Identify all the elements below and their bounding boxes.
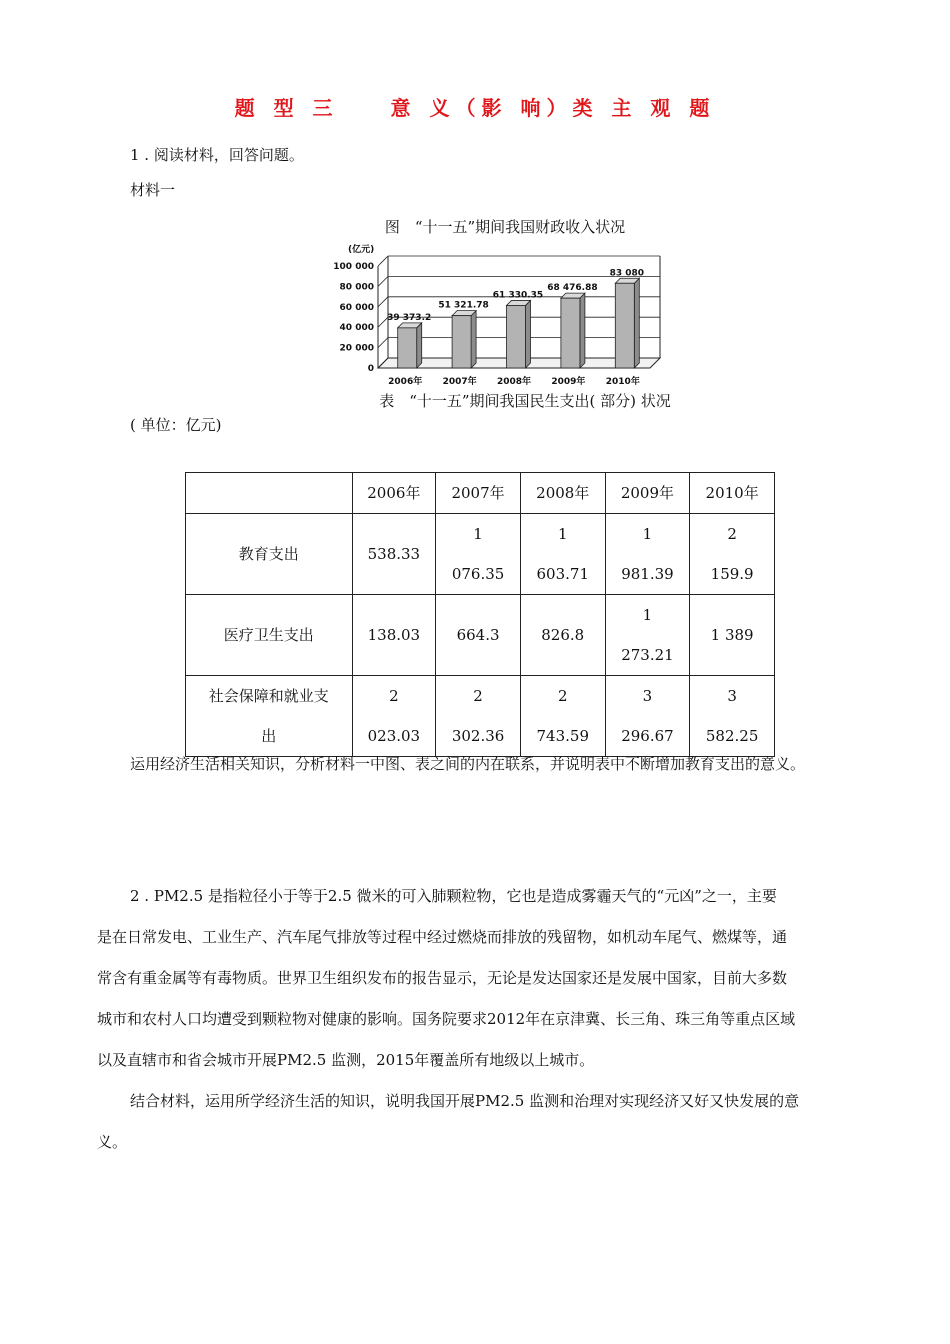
x-tick-label: 2008年 <box>496 377 532 387</box>
row-label: 社会保障和就业支 出 <box>186 676 353 757</box>
y-axis-unit-label: (亿元) <box>348 245 375 255</box>
table-cell: 1 273.21 <box>605 595 690 676</box>
page-title: 题 型 三 意 义（影 响）类 主 观 题 <box>234 96 716 120</box>
table-cell: 2 023.03 <box>352 676 436 757</box>
bar-value-label: 68 476.88 <box>547 283 598 294</box>
table-cell: 2 743.59 <box>520 676 605 757</box>
paragraph-line: 结合材料，运用所学经济生活的知识，说明我国开展PM2.5 监测和治理对实现经济又好又快发展的意 <box>130 1092 800 1110</box>
material-label: 材料一 <box>130 181 176 199</box>
y-tick-label: 60 000 <box>339 302 374 313</box>
table-cell: 826.8 <box>520 595 605 676</box>
table-cell: 538.33 <box>352 514 436 595</box>
question-2-material <box>97 876 877 1163</box>
y-tick-label: 100 000 <box>333 262 374 272</box>
header-cell <box>186 473 353 514</box>
row-label: 教育支出 <box>186 514 353 595</box>
x-tick-label: 2007年 <box>442 377 477 387</box>
table-cell: 1 981.39 <box>605 514 690 595</box>
table-caption: 表 “十一五”期间我国民生支出( 部分) 状况 <box>379 392 671 410</box>
bar-side <box>526 300 531 368</box>
table-cell: 3 582.25 <box>690 676 775 757</box>
table-cell: 1 603.71 <box>520 514 605 595</box>
x-tick-label: 2006年 <box>388 377 423 387</box>
gridline <box>378 297 388 307</box>
header-cell: 2006年 <box>352 473 436 514</box>
bar-value-label: 83 080 <box>609 268 645 279</box>
header-cell: 2010年 <box>690 473 775 514</box>
header-cell: 2007年 <box>436 473 521 514</box>
row-label: 医疗卫生支出 <box>186 595 353 676</box>
gridline <box>378 338 388 348</box>
table-cell: 664.3 <box>436 595 521 676</box>
table-cell: 1 076.35 <box>436 514 521 595</box>
bar <box>615 283 634 368</box>
bar <box>452 316 471 368</box>
x-tick-label: 2009年 <box>551 377 586 387</box>
bar-side <box>634 278 639 368</box>
question-1-stem: 1 . 阅读材料，回答问题。 <box>130 146 304 164</box>
bar-value-label: 61 330.35 <box>492 290 544 301</box>
table-cell: 1 389 <box>690 595 775 676</box>
paragraph-line: 城市和农村人口均遭受到颗粒物对健康的影响。国务院要求2012年在京津冀、长三角、珠三角等重点区域 <box>97 1010 796 1028</box>
figure-caption: 图 “十一五”期间我国财政收入状况 <box>384 218 626 236</box>
y-tick-label: 80 000 <box>339 282 374 293</box>
paragraph-line: 常含有重金属等有毒物质。世界卫生组织发布的报告显示，无论是发达国家还是发展中国家，目前大多数 <box>97 969 788 987</box>
bar <box>398 328 417 368</box>
bar-side <box>471 311 476 368</box>
bar <box>561 298 580 368</box>
table-row-education <box>186 514 775 595</box>
y-tick-label: 40 000 <box>339 323 374 334</box>
bar-value-label: 51 321.78 <box>438 300 489 311</box>
paragraph-line: 是在日常发电、工业生产、汽车尾气排放等过程中经过燃烧而排放的残留物，如机动车尾气、燃煤等，通 <box>97 928 788 946</box>
table-cell: 138.03 <box>352 595 436 676</box>
paragraph-line: 义。 <box>97 1133 128 1151</box>
gridline <box>378 256 388 266</box>
bar <box>507 305 526 368</box>
gridline <box>378 276 388 286</box>
bar-side <box>417 323 422 368</box>
x-tick-label: 2010年 <box>605 377 640 387</box>
revenue-bar-chart <box>320 238 680 393</box>
y-tick-label: 0 <box>367 364 374 374</box>
paragraph-line: 以及直辖市和省会城市开展PM2.5 监测，2015年覆盖所有地级以上城市。 <box>97 1051 595 1069</box>
header-cell: 2009年 <box>605 473 690 514</box>
header-cell: 2008年 <box>520 473 605 514</box>
bar-side <box>580 293 585 368</box>
table-header-row <box>186 473 775 514</box>
paragraph-line: 2 . PM2.5 是指粒径小于等于2.5 微米的可入肺颗粒物，它也是造成雾霾天气的“元凶”之一，主要 <box>130 887 777 905</box>
unit-label: ( 单位：亿元) <box>130 416 222 434</box>
bar-value-label: 39 373.2 <box>387 312 432 323</box>
expenditure-table <box>185 472 775 757</box>
y-tick-label: 20 000 <box>339 343 374 354</box>
question-1-prompt: 运用经济生活相关知识，分析材料一中图、表之间的内在联系，并说明表中不断增加教育支出的意义。 <box>130 755 806 773</box>
table-cell: 2 302.36 <box>436 676 521 757</box>
table-row-social-security <box>186 676 775 757</box>
table-cell: 3 296.67 <box>605 676 690 757</box>
table-row-healthcare <box>186 595 775 676</box>
table-cell: 2 159.9 <box>690 514 775 595</box>
